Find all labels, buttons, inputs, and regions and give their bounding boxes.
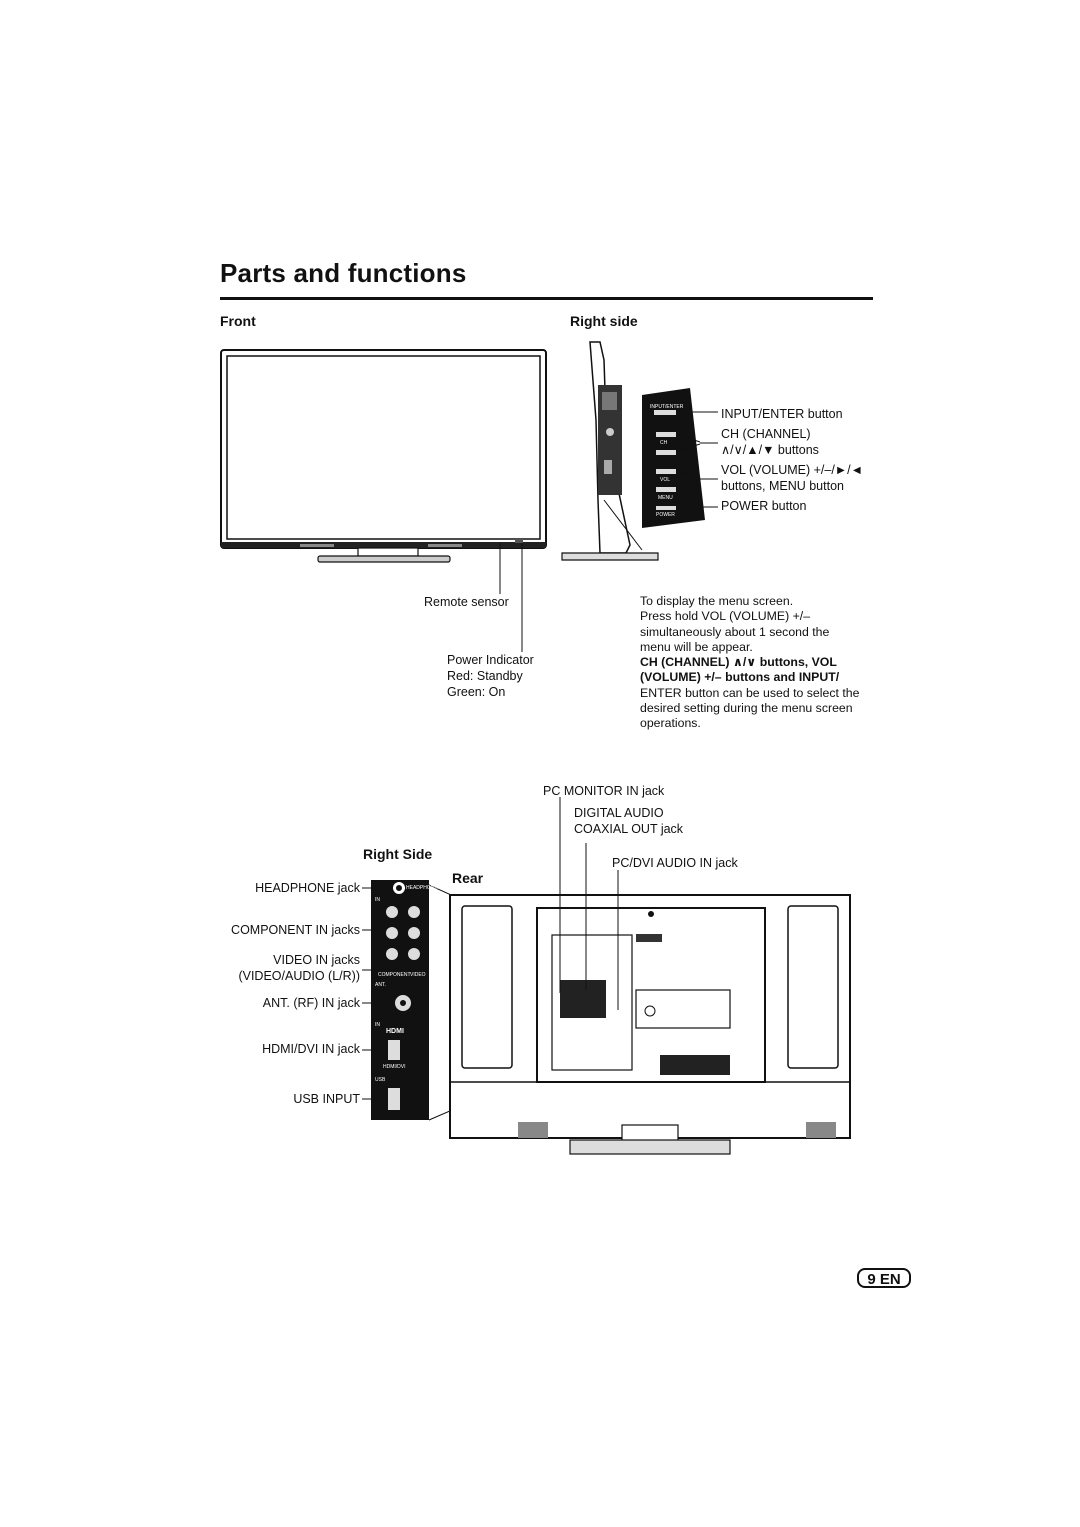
pc-monitor-label: PC MONITOR IN jack (543, 784, 665, 798)
callout-channel-2: ∧/∨/▲/▼ buttons (721, 443, 819, 457)
callout-volume-2: buttons, MENU button (721, 479, 844, 493)
callout-volume-1: VOL (VOLUME) +/–/►/◄ (721, 463, 864, 477)
right-side-heading: Right side (570, 313, 638, 329)
front-heading: Front (220, 313, 256, 329)
note-line: ENTER button can be used to select the (640, 685, 860, 700)
note-line: menu will be appear. (640, 639, 753, 654)
note-line: To display the menu screen. (640, 594, 794, 608)
note-line: (VOLUME) +/– buttons and INPUT/ (640, 670, 840, 685)
power-indicator-standby: Red: Standby (447, 669, 523, 683)
power-indicator-on: Green: On (447, 685, 506, 699)
menu-notes (640, 594, 880, 732)
note-line: CH (CHANNEL) ∧/∨ buttons, VOL (640, 655, 837, 670)
component-label: COMPONENT IN jacks (231, 923, 360, 937)
digital-audio-label-1: DIGITAL AUDIO (574, 806, 664, 820)
panel-headphone-text: HEADPHONE (406, 885, 438, 891)
panel-in-text: IN (375, 897, 380, 903)
rear-heading: Rear (452, 870, 484, 886)
right-side-illustration (562, 342, 718, 560)
hdmi-label: HDMI/DVI IN jack (262, 1042, 360, 1056)
panel-hdmi-dvi-text: HDMI/DVI (383, 1064, 406, 1070)
panel-in2-text: IN (375, 1022, 380, 1028)
panel-usb-text: USB (375, 1077, 386, 1083)
note-line: Press hold VOL (VOLUME) +/– (640, 609, 811, 624)
page-title: Parts and functions (220, 258, 467, 288)
usb-label: USB INPUT (293, 1092, 360, 1106)
panel-ant-text: ANT. (375, 982, 386, 988)
panel-menu: MENU (658, 495, 673, 501)
page-number: 9 EN (857, 1268, 911, 1288)
pc-dvi-audio-label: PC/DVI AUDIO IN jack (612, 856, 738, 870)
callout-input-enter: INPUT/ENTER button (721, 407, 843, 421)
note-line: simultaneously about 1 second the (640, 624, 830, 639)
panel-component-text: COMPONENT (378, 972, 411, 978)
remote-sensor-label: Remote sensor (424, 595, 509, 609)
note-line: desired setting during the menu screen (640, 701, 853, 716)
panel-input-enter: INPUT/ENTER (650, 404, 684, 410)
headphone-label: HEADPHONE jack (255, 881, 360, 895)
callout-power: POWER button (721, 499, 807, 513)
rear-tv-illustration (450, 797, 850, 1154)
panel-hdmi-logo: HDMI (386, 1028, 404, 1035)
callout-channel-1: CH (CHANNEL) (721, 427, 811, 441)
panel-power: POWER (656, 512, 675, 518)
digital-audio-label-2: COAXIAL OUT jack (574, 822, 684, 836)
video-label-1: VIDEO IN jacks (273, 953, 360, 967)
ant-label: ANT. (RF) IN jack (262, 996, 360, 1010)
right-side-rear-heading: Right Side (363, 846, 433, 862)
panel-video-text: VIDEO (410, 972, 426, 978)
power-indicator-label: Power Indicator (447, 653, 534, 667)
panel-vol: VOL (660, 477, 671, 483)
video-label-2: (VIDEO/AUDIO (L/R)) (238, 969, 360, 983)
panel-ch: CH (660, 440, 668, 446)
note-line: operations. (640, 716, 701, 731)
